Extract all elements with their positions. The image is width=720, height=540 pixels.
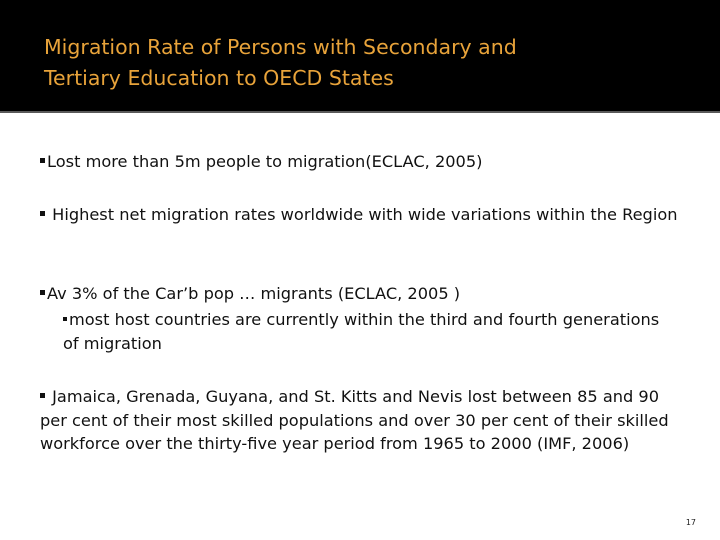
sub-bullet-3-1-text: most host countries are currently within the third and fourth generations of migration [63, 310, 660, 353]
bullet-square-icon [40, 290, 45, 295]
bullet-3 [40, 282, 690, 306]
slide-title [44, 32, 684, 94]
bullet-square-icon [40, 158, 45, 163]
bullet-3-text: Av 3% of the Car’b pop … migrants (ECLAC, 2005 ) [47, 284, 461, 303]
slide-title-line-2: Tertiary Education to OECD States [44, 66, 394, 90]
bullet-square-icon [40, 393, 45, 398]
bullet-1-text: Lost more than 5m people to migration(ECLAC, 2005) [47, 152, 483, 171]
title-divider [0, 111, 720, 113]
bullet-4-text: Jamaica, Grenada, Guyana, and St. Kitts and Nevis lost between 85 and 90 per cent of their most skilled populations and over 30 per cent of their skilled workforce over the thirty-five year period from 1965 to 2000 (IMF, 2006) [40, 387, 669, 453]
slide-title-line-1: Migration Rate of Persons with Secondary and [44, 35, 517, 59]
sub-bullet-3-1 [63, 308, 663, 355]
bullet-square-icon [40, 211, 45, 216]
bullet-2-text: Highest net migration rates worldwide with wide variations within the Region [47, 205, 678, 224]
bullet-1 [40, 150, 690, 174]
page-number: 17 [685, 518, 696, 527]
bullet-4 [40, 385, 690, 456]
bullet-2 [40, 203, 690, 227]
sub-bullet-square-icon [63, 317, 67, 321]
